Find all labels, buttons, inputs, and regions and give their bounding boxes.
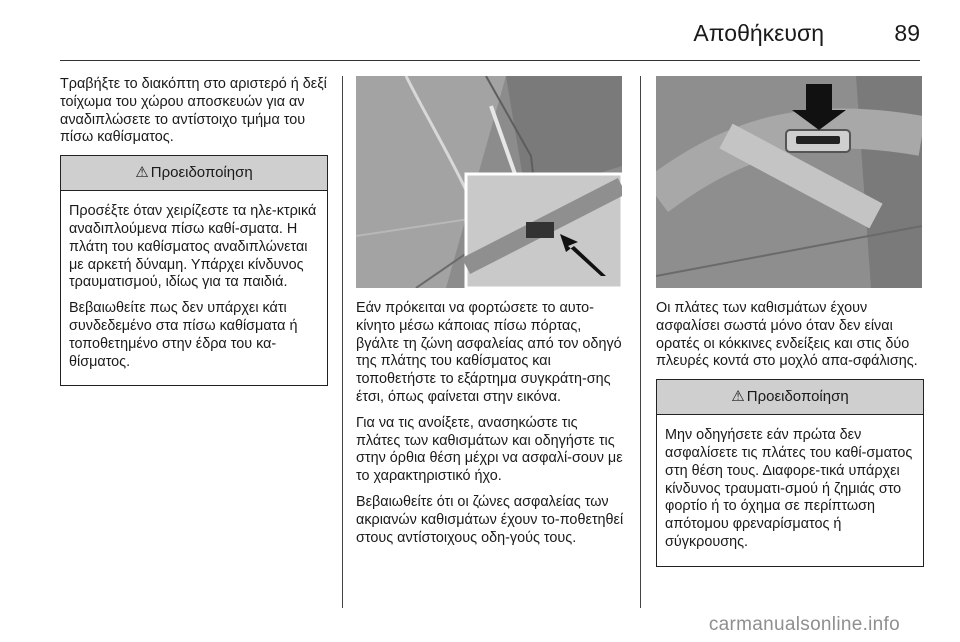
intro-paragraph: Οι πλάτες των καθισμάτων έχουν ασφαλίσει σωστά μόνο όταν δεν είναι ορατές οι κόκκινες ενδείξεις και στις δύο πλευρές κοντά στο μοχλό απα-σφάλισης. — [656, 300, 918, 370]
seat-lock-indicator-illustration — [656, 76, 922, 288]
column-right — [656, 76, 924, 567]
warning-box — [60, 155, 328, 386]
warning-header — [61, 156, 327, 191]
warning-body — [61, 191, 327, 385]
warning-triangle-icon: ⚠ — [135, 164, 149, 182]
warning-box — [656, 379, 924, 567]
warning-paragraph: Προσέξτε όταν χειρίζεστε τα ηλε-κτρικά αναδιπλούμενα πίσω καθί-σματα. Η πλάτη του καθίσματος αναδιπλώνεται με αρκετή δύναμη. Υπάρχει κίνδυνος τραυματισμού, ιδίως για τα παιδιά. — [69, 203, 317, 291]
warning-triangle-icon: ⚠ — [731, 388, 745, 406]
column-left — [60, 76, 328, 386]
column-middle — [356, 76, 624, 555]
warning-title: Προειδοποίηση — [150, 164, 253, 182]
section-title: Αποθήκευση — [693, 20, 824, 46]
body-paragraph: Εάν πρόκειται να φορτώσετε το αυτο-κίνητο μέσω κάποιας πίσω πόρτας, βγάλτε τη ζώνη ασφαλείας από τον οδηγό της πλάτης του καθίσματος και τοποθετήστε το εξάρτημα συγκράτη-σης έτσι, όπως φαίνεται στην εικόνα. — [356, 300, 622, 405]
body-paragraph: Βεβαιωθείτε ότι οι ζώνες ασφαλείας των ακριανών καθισμάτων έχουν το-ποθετηθεί στους αντίστοιχους οδη-γούς τους. — [356, 493, 624, 546]
header-divider — [60, 60, 920, 61]
warning-paragraph: Βεβαιωθείτε πως δεν υπάρχει κάτι συνδεδεμένο στα πίσω καθίσματα ή τοποθετημένο στην έδρα του κα-θίσματος. — [69, 300, 298, 370]
column-divider — [640, 76, 641, 608]
page-header — [60, 14, 920, 54]
warning-title: Προειδοποίηση — [746, 388, 849, 406]
column-divider — [342, 76, 343, 608]
page-number: 89 — [894, 20, 920, 46]
warning-body — [657, 415, 923, 566]
warning-paragraph: Μην οδηγήσετε εάν πρώτα δεν ασφαλίσετε τις πλάτες του καθί-σματος στη θέση τους. Διαφορε-τικά υπάρχει κίνδυνος τραυματι-σμού ή ζημιάς στο φορτίο ή το όχημα σε περίπτωση απότομου φρεναρίσματος ή σύγκρουσης. — [665, 427, 913, 550]
body-paragraph: Για να τις ανοίξετε, ανασηκώστε τις πλάτες των καθισμάτων και οδηγήστε τις στην όρθια θέση μέχρι να ασφαλί-σουν με το χαρακτηριστικό ήχο. — [356, 414, 623, 485]
intro-paragraph: Τραβήξτε το διακόπτη στο αριστερό ή δεξί τοίχωμα του χώρου αποσκευών για αν αναδιπλώσετε το αντίστοιχο τμήμα του πίσω καθίσματος. — [60, 76, 327, 146]
seatbelt-guide-illustration — [356, 76, 622, 288]
warning-header — [657, 380, 923, 415]
watermark: carmanualsonline.info — [708, 614, 900, 635]
